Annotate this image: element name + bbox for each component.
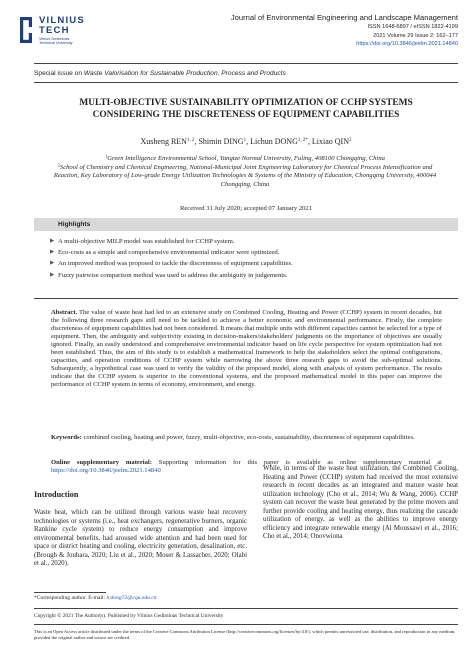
footnote-label: *Corresponding author. E-mail: [34, 595, 107, 601]
affiliations [48, 155, 442, 189]
highlights-header [34, 218, 458, 231]
logo-name-line1: VILNIUS [39, 15, 85, 26]
special-issue-note [34, 70, 286, 78]
keywords-label: Keywords: [51, 434, 82, 441]
footer-divider [34, 608, 458, 609]
intro-paragraph-2: While, in terms of the waste heat utilization, the Combined Cooling, Heating and Power (CCHP) system had received the most extensive research in recent decades as an integrated and mature waste heat utilization technology (Cho et al., 2014; Wu & Wang, 2006). CCHP system can recover the waste heat generated by the prime movers and further provide cooling and heating energy, thus realizing the cascade utilization of energy, as well as the abilities to improve energy efficiency and integrate renewable energy (Al Moussawi et al., 2016; Cho et al., 2014; Onovwiona [263, 465, 458, 541]
author: Shimin DING$^1$, [198, 137, 251, 146]
logo-sub-line2: Technical University [39, 41, 73, 46]
license-divider [34, 624, 458, 625]
intro-left-column [34, 490, 247, 569]
intro-right-column [263, 465, 458, 542]
received-dates: Received 31 July 2020; accepted 07 January 2021 [179, 205, 313, 212]
highlight-item: ▶ A multi-objective MILP model was established for CCHP system. [34, 236, 458, 247]
author: Lixiao QIN$^2$ [311, 137, 352, 146]
logo-wordmark [39, 16, 85, 36]
license-notice: This is an Open Access article distributed under the terms of the Creative Commons Attribution License (http://creativecommons.org/licenses/by/4.0/), which permits unrestricted use, distribution, and reproduction in any medium, provided the original author and source are credited. [34, 629, 456, 640]
special-issue-divider [34, 82, 458, 83]
section-heading-introduction: Introduction [34, 490, 79, 499]
highlights-divider [34, 298, 458, 299]
journal-volume: 2021 Volume 29 Issue 2: 162–177 [373, 32, 458, 39]
arrow-bullet-icon: ▶ [50, 249, 55, 256]
logo-name-line2: TECH [39, 25, 70, 36]
journal-name: Journal of Environmental Engineering and Landscape Management [230, 13, 458, 22]
supplementary-text: Supporting information for this paper is available as online supplementary material at [158, 459, 442, 466]
arrow-bullet-icon: ▶ [50, 271, 55, 278]
author: Lichun $DONG^{1, 2*}$, [250, 137, 312, 146]
highlights-list [34, 236, 458, 281]
special-issue-topic: Waste Valorisation for Sustainable Production, Process and Products [83, 70, 286, 77]
keywords [51, 434, 442, 442]
supplementary-doi-link[interactable]: https://doi.org/10.3846/jeelm.2021.14840 [51, 467, 161, 474]
keywords-text: combined cooling, heating and power, fuzzy, multi-objective, eco-costs, sustainability, discreteness of equipment capabilities. [83, 434, 415, 441]
vilnius-tech-logo-icon [20, 17, 34, 43]
affiliation-1: $^1$Green Intelligence Environmental School, Yangtze Normal University, Fuling, 408100 Chongqing, China [105, 153, 385, 162]
author-email-link[interactable]: lcdong72@cqu.edu.cn [106, 595, 157, 601]
corresponding-author-note [34, 595, 157, 602]
intro-paragraph-1: Waste heat, which can be utilized through various waste heat recovery technologies or systems (i.e., heat exchangers, regenerative burners, organic Rankine cycle system) to reduce energy consumption and improve environmental benefits, had aroused wide attention and had been used for space or district heating and cooling, electricity generation, desalination, etc. (Brough & Jouhara, 2020; Liu et al., 2020; Moser & Lassacher, 2020; Olabi et al., 2020). [34, 509, 247, 568]
author: Xusheng REN$^{1, 2}$, [140, 137, 199, 146]
logo-subtitle [39, 37, 73, 46]
abstract [51, 309, 442, 389]
arrow-bullet-icon: ▶ [50, 238, 55, 244]
abstract-label: Abstract. [51, 309, 78, 316]
arrow-bullet-icon: ▶ [50, 260, 55, 267]
highlights-heading: Highlights [58, 221, 91, 228]
supplementary-label: Online supplementary material: [51, 459, 152, 466]
affiliation-2: $^2$School of Chemistry and Chemical Engineering, National-Municipal Joint Engineering Laboratory for Chemical Process Intensification and Reaction, Key Laboratory of Low-grade Energy Utilization Technologies & Systems of the Ministry of Education, Chongqing University, 400044 Chongqing, China [53, 162, 437, 188]
special-issue-prefix: Special issue on [34, 70, 84, 77]
journal-doi-link[interactable]: https://doi.org/10.3846/jeelm.2021.14840 [356, 41, 458, 48]
highlight-item: ▶ Eco-costs as a simple and comprehensive environmental indicator were optimized. [34, 247, 458, 258]
article-title-line1: MULTI-OBJECTIVE SUSTAINABILITY OPTIMIZATION OF CCHP SYSTEMS [79, 98, 413, 108]
author-list [34, 137, 458, 147]
article-title-line2: CONSIDERING THE DISCRETENESS OF EQUIPMENT CAPABILITIES [92, 109, 400, 120]
article-title [34, 98, 458, 121]
header-divider [34, 63, 458, 64]
copyright-notice: Copyright © 2021 The Author(s). Published by Vilnius Gediminas Technical University [34, 613, 224, 619]
logo-sub-line1: Vilnius Gediminas [39, 37, 70, 41]
journal-issn: ISSN 1648-6897 / eISSN 1822-4199 [367, 24, 458, 30]
highlight-item: ▶ An improved method was proposed to tackle the discreteness of equipment capabilities. [34, 258, 458, 269]
highlight-item: ▶ Fuzzy pairwise comparison method was used to address the ambiguity in judgements. [34, 270, 458, 281]
footnote-divider [34, 592, 106, 593]
abstract-text: The value of waste heat had led to an extensive study on Combined Cooling, Heating and Power (CCHP) system in recent decades, but the following three research gaps still need to be tackled to achieve a better economic and environmental performance. Firstly, the complete discreteness of equipment capabilities had not been considered. It means that multiple units with different capacities cannot be selected for a type of equipment. Then, the ambiguity and subjectivity existing in decision-makers/stakeholders' judgments on the importance of objectives are usually ignored. Finally, an easily understood and comprehensive environmental indicator based on life cycle perspective for system optimization had not been established. Thus, the aim of this study is to establish a mathematical framework to help the stakeholders select the optimal configurations, capacities, and operation conditions of CCHP system while narrowing the above three research gaps to avoid the sub-optimal solutions. Subsequently, a hypothetical case was used to verify the validity of the proposed model, along with analysis of system performance. The results indicate that the CCHP system is superior to the conventional systems, and the proposed mathematical model in this paper can improve the performance of CCHP system in terms of economy, environment, and energy. [51, 309, 443, 389]
journal-info [231, 13, 458, 49]
